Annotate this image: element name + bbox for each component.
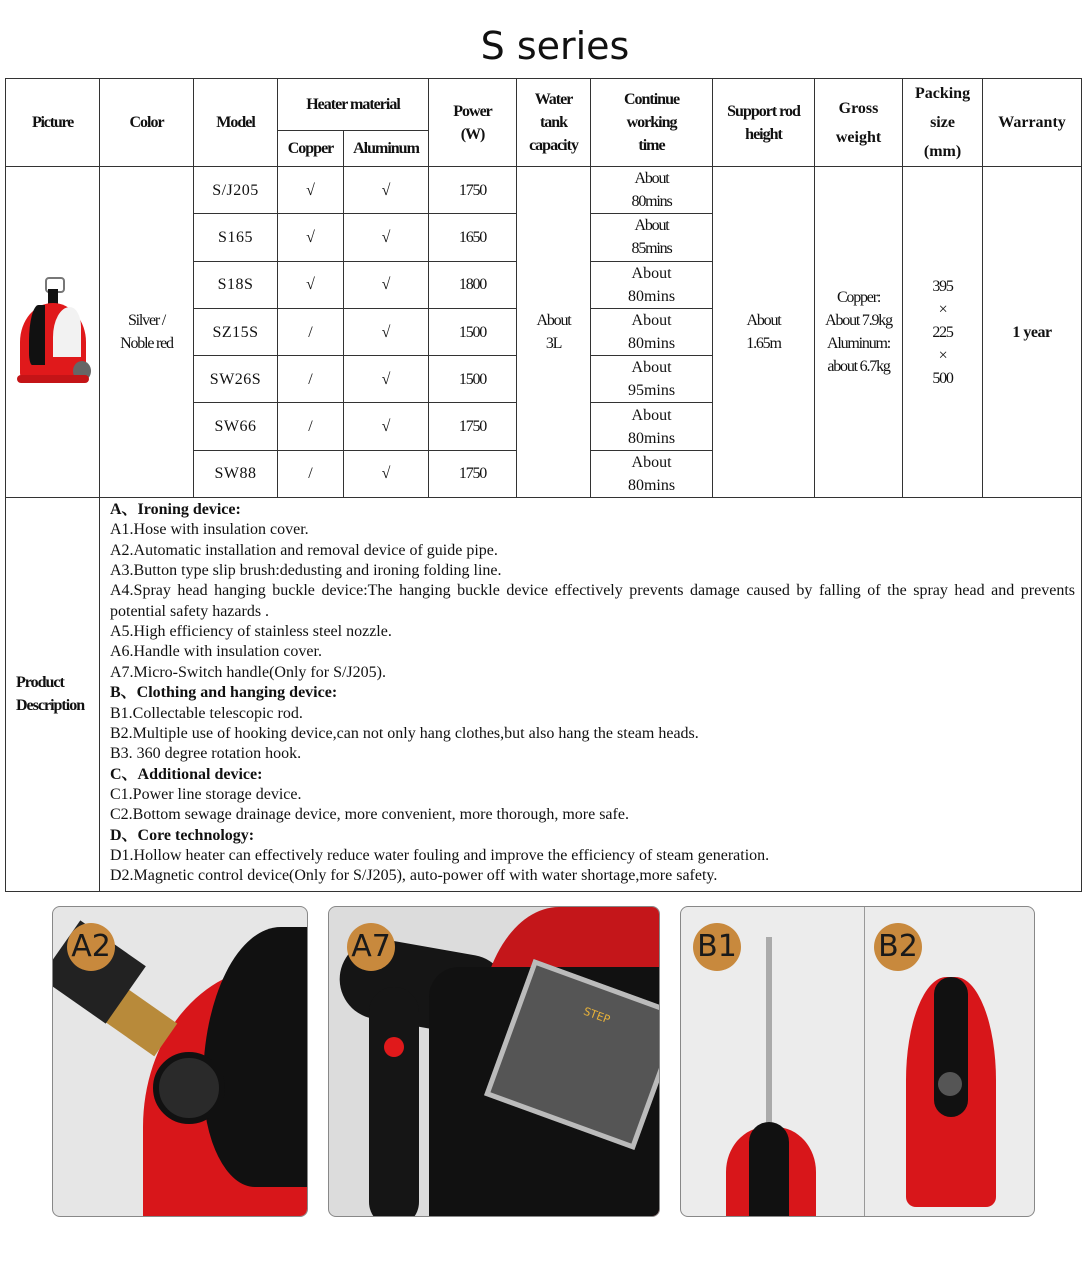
header-copper: Copper — [278, 131, 344, 167]
model-cell: S165 — [194, 214, 278, 261]
photo-a7: STEP A7 — [328, 906, 660, 1217]
desc-heading: A、Ironing device: — [110, 501, 241, 519]
header-color: Color — [100, 79, 194, 167]
badge-a7: A7 — [347, 923, 395, 971]
table-row — [6, 167, 1082, 214]
aluminum-cell: √ — [344, 308, 429, 355]
aluminum-cell: √ — [344, 403, 429, 450]
badge-b1: B1 — [693, 923, 741, 971]
copper-cell: / — [278, 403, 344, 450]
power-cell: 1750 — [429, 167, 517, 214]
power-cell: 1500 — [429, 356, 517, 403]
photo-a2 — [52, 906, 308, 1217]
desc-heading: D、Core technology: — [110, 826, 255, 844]
working-time-cell: About 80mins — [591, 450, 713, 497]
desc-heading: C、Additional device: — [110, 765, 263, 783]
badge-a2: A2 — [67, 923, 115, 971]
warranty-cell: 1 year — [983, 167, 1082, 498]
header-gross: Gross weight — [815, 79, 903, 167]
power-cell: 1800 — [429, 261, 517, 308]
page-title: S series — [480, 24, 630, 68]
model-cell: SW88 — [194, 450, 278, 497]
copper-cell: √ — [278, 214, 344, 261]
copper-cell: / — [278, 450, 344, 497]
rod-height-cell: About 1.65m — [713, 167, 815, 498]
steamer-image — [15, 277, 91, 387]
desc-heading: B、Clothing and hanging device: — [110, 684, 338, 702]
aluminum-cell: √ — [344, 261, 429, 308]
model-cell: S18S — [194, 261, 278, 308]
copper-cell: √ — [278, 261, 344, 308]
header-heater: Heater material — [278, 79, 429, 131]
color-cell: Silver / Noble red — [100, 167, 194, 498]
header-model: Model — [194, 79, 278, 167]
model-cell: SW26S — [194, 356, 278, 403]
header-time: Continue working time — [591, 79, 713, 167]
power-cell: 1650 — [429, 214, 517, 261]
copper-cell: √ — [278, 167, 344, 214]
aluminum-cell: √ — [344, 450, 429, 497]
header-water: Water tank capacity — [517, 79, 591, 167]
aluminum-cell: √ — [344, 356, 429, 403]
product-picture — [6, 167, 100, 498]
working-time-cell: About 80mins — [591, 308, 713, 355]
header-picture: Picture — [6, 79, 100, 167]
working-time-cell: About 80mins — [591, 167, 713, 214]
product-description: A、Ironing device: A1.Hose with insulation cover. A2.Automatic installation and removal device of guide pipe. A3.Button type slip brush:dedusting and ironing folding line. A4.Spray head hanging buckle device:The hanging buckle device effectively prevents damage caused by falling of the spray head and prevents potential safety hazards . A5.High efficiency of stainless steel nozzle. A6.Handle with insulation cover. A7.Micro-Switch handle(Only for S/J205). B、Clothing and hanging device: B1.Collectable telescopic rod. B2.Multiple use of hooking device,can not only hang clothes,but also hang the steam heads. B3. 360 degree rotation hook. C、Additional device: C1.Power line storage device. C2.Bottom sewage drainage device, more convenient, more thorough, more safe. D、Core technology: D1.Hollow heater can effectively reduce water fouling and improve the efficiency of steam generation. D2.Magnetic control device(Only for S/J205), auto-power off with water shortage,more safety. — [100, 498, 1082, 892]
header-power: Power (W) — [429, 79, 517, 167]
model-cell: SZ15S — [194, 308, 278, 355]
packing-size-cell: 395 × 225 × 500 — [903, 167, 983, 498]
working-time-cell: About 80mins — [591, 261, 713, 308]
aluminum-cell: √ — [344, 167, 429, 214]
gross-weight-cell: Copper: About 7.9kg Aluminum: about 6.7kg — [815, 167, 903, 498]
description-label: Product Description — [6, 498, 100, 892]
header-rod: Support rod height — [713, 79, 815, 167]
power-cell: 1750 — [429, 450, 517, 497]
header-aluminum: Aluminum — [344, 131, 429, 167]
copper-cell: / — [278, 356, 344, 403]
power-cell: 1500 — [429, 308, 517, 355]
working-time-cell: About 85mins — [591, 214, 713, 261]
spec-table — [5, 78, 1082, 892]
model-cell: SW66 — [194, 403, 278, 450]
photo-b1-b2 — [680, 906, 1035, 1217]
water-capacity-cell: About 3L — [517, 167, 591, 498]
header-pack: Packing size (mm) — [903, 79, 983, 167]
working-time-cell: About 95mins — [591, 356, 713, 403]
header-warranty: Warranty — [983, 79, 1082, 167]
power-cell: 1750 — [429, 403, 517, 450]
copper-cell: / — [278, 308, 344, 355]
badge-b2: B2 — [874, 923, 922, 971]
working-time-cell: About 80mins — [591, 403, 713, 450]
aluminum-cell: √ — [344, 214, 429, 261]
model-cell: S/J205 — [194, 167, 278, 214]
